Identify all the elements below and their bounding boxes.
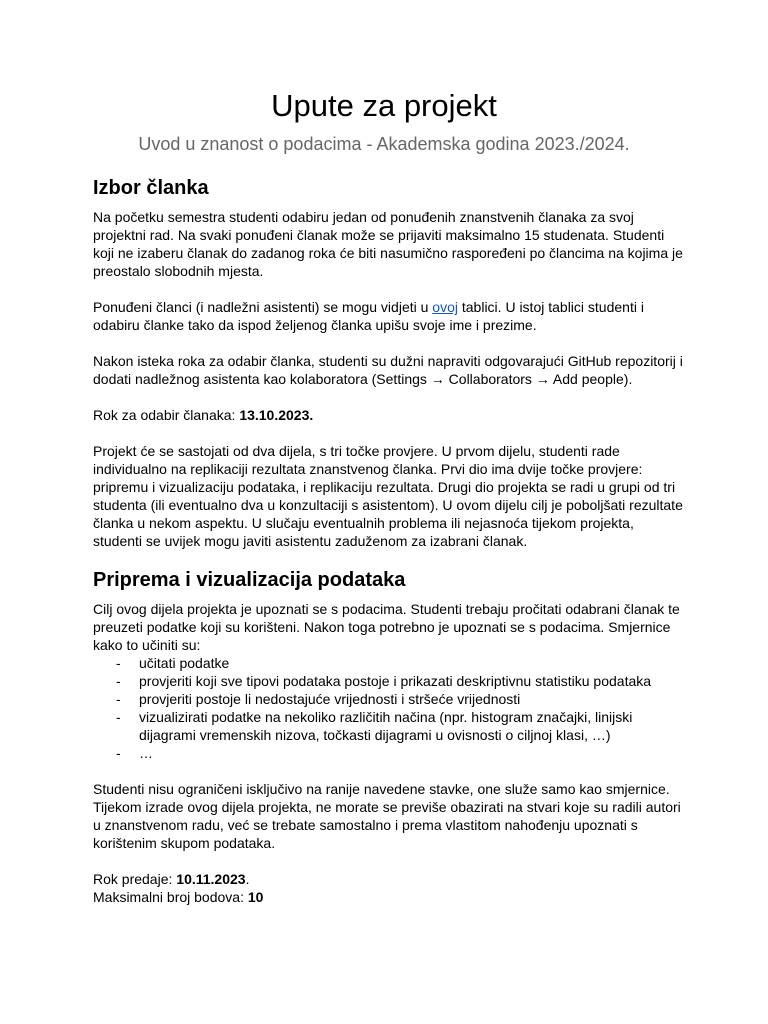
list-item: - provjeriti postoje li nedostajuće vrijednosti i stršeće vrijednosti	[116, 691, 521, 707]
paragraph-intro: Na početku semestra studenti odabiru jedan od ponuđenih znanstvenih članaka za svoj projektni rad. Na svaki ponuđeni članak može se prijaviti maksimalno 15 studenata. Studenti koji ne izaberu članak do zadanog roka će biti nasumično raspoređeni po člancima na kojima je preostalo slobodnih mjesta.	[93, 209, 683, 279]
submission-deadline-label: Rok predaje:	[93, 871, 177, 887]
deadline-value: 13.10.2023.	[239, 407, 314, 423]
bullet-marker: -	[116, 655, 121, 671]
paragraph-project-structure: Projekt će se sastojati od dva dijela, s tri točke provjere. U prvom dijelu, studenti rade individualno na replikaciji rezultata znanstvenog članka. Prvi dio ima dvije točke provjere: pripremu i vizualizaciju podataka, i replikaciju rezultata. Drugi dio projekta se radi u grupi od tri studenta (ili eventualno dva u konzultaciji s asistentom). U ovom dijelu cilj je poboljšati rezultate članka u nekom aspektu. U slučaju eventualnih problema ili nejasnoća tijekom projekta, studenti se uvijek mogu javiti asistentu zaduženom za izabrani članak.	[93, 443, 683, 549]
bullet-marker: -	[116, 691, 121, 707]
paragraph-table-info	[93, 298, 683, 334]
submission-deadline: Rok predaje: 10.11.2023.	[93, 871, 250, 887]
guidelines-list	[93, 654, 683, 762]
bullet-marker: -	[116, 709, 121, 725]
page-subtitle: Uvod u znanost o podacima - Akademska godina 2023./2024.	[138, 134, 630, 154]
paragraph-guidelines-note: Studenti nisu ograničeni isključivo na ranije navedene stavke, one služe samo kao smjernice. Tijekom izrade ovog dijela projekta, ne morate se previše obazirati na stvari koje su radili autori u znanstvenom radu, već se trebate samostalno i prema vlastitom nahođenju upoznati s korištenim skupom podataka.	[93, 781, 681, 851]
text-after-link: tablici. U istoj tablici studenti i odabiru članke tako da ispod željenog članka upišu svoje ime i prezime.	[93, 299, 644, 333]
paragraph-github: Nakon isteka roka za odabir članka, studenti su dužni napraviti odgovarajući GitHub repozitorij i dodati nadležnog asistenta kao kolaboratora (Settings → Collaborators → Add people).	[93, 353, 683, 387]
list-item: - učitati podatke	[116, 655, 230, 671]
submission-deadline-value: 10.11.2023	[176, 871, 246, 887]
list-item: - …	[116, 745, 153, 761]
list-item: - provjeriti koji sve tipovi podataka postoje i prikazati deskriptivnu statistiku podataka	[116, 673, 652, 689]
bullet-marker: -	[116, 745, 121, 761]
max-points-label: Maksimalni broj bodova:	[93, 889, 248, 905]
section-heading-izbor-clanka: Izbor članka	[93, 177, 209, 199]
document-body	[93, 174, 683, 906]
section-heading-priprema: Priprema i vizualizacija podataka	[93, 569, 406, 591]
list-item: - vizualizirati podatke na nekoliko različitih načina (npr. histogram značajki, linijski dijagrami vremenskih nizova, točkasti dijagrami u ovisnosti o ciljnoj klasi, …)	[116, 709, 633, 743]
paragraph-data-intro: Cilj ovog dijela projekta je upoznati se s podacima. Studenti trebaju pročitati odabrani članak te preuzeti podatke koji su korišteni. Nakon toga potrebno je upoznati se s podacima. Smjernice kako to učiniti su:	[93, 601, 680, 653]
bullet-marker: -	[116, 673, 121, 689]
text-before-link: Ponuđeni članci (i nadležni asistenti) se mogu vidjeti u	[93, 299, 433, 315]
max-points-value: 10	[247, 889, 264, 905]
paragraph-deadline-selection	[93, 406, 683, 424]
max-points	[93, 888, 683, 906]
table-link[interactable]: ovoj	[432, 299, 458, 315]
page-title: Upute za projekt	[271, 88, 497, 123]
deadline-label: Rok za odabir članaka:	[93, 407, 240, 423]
